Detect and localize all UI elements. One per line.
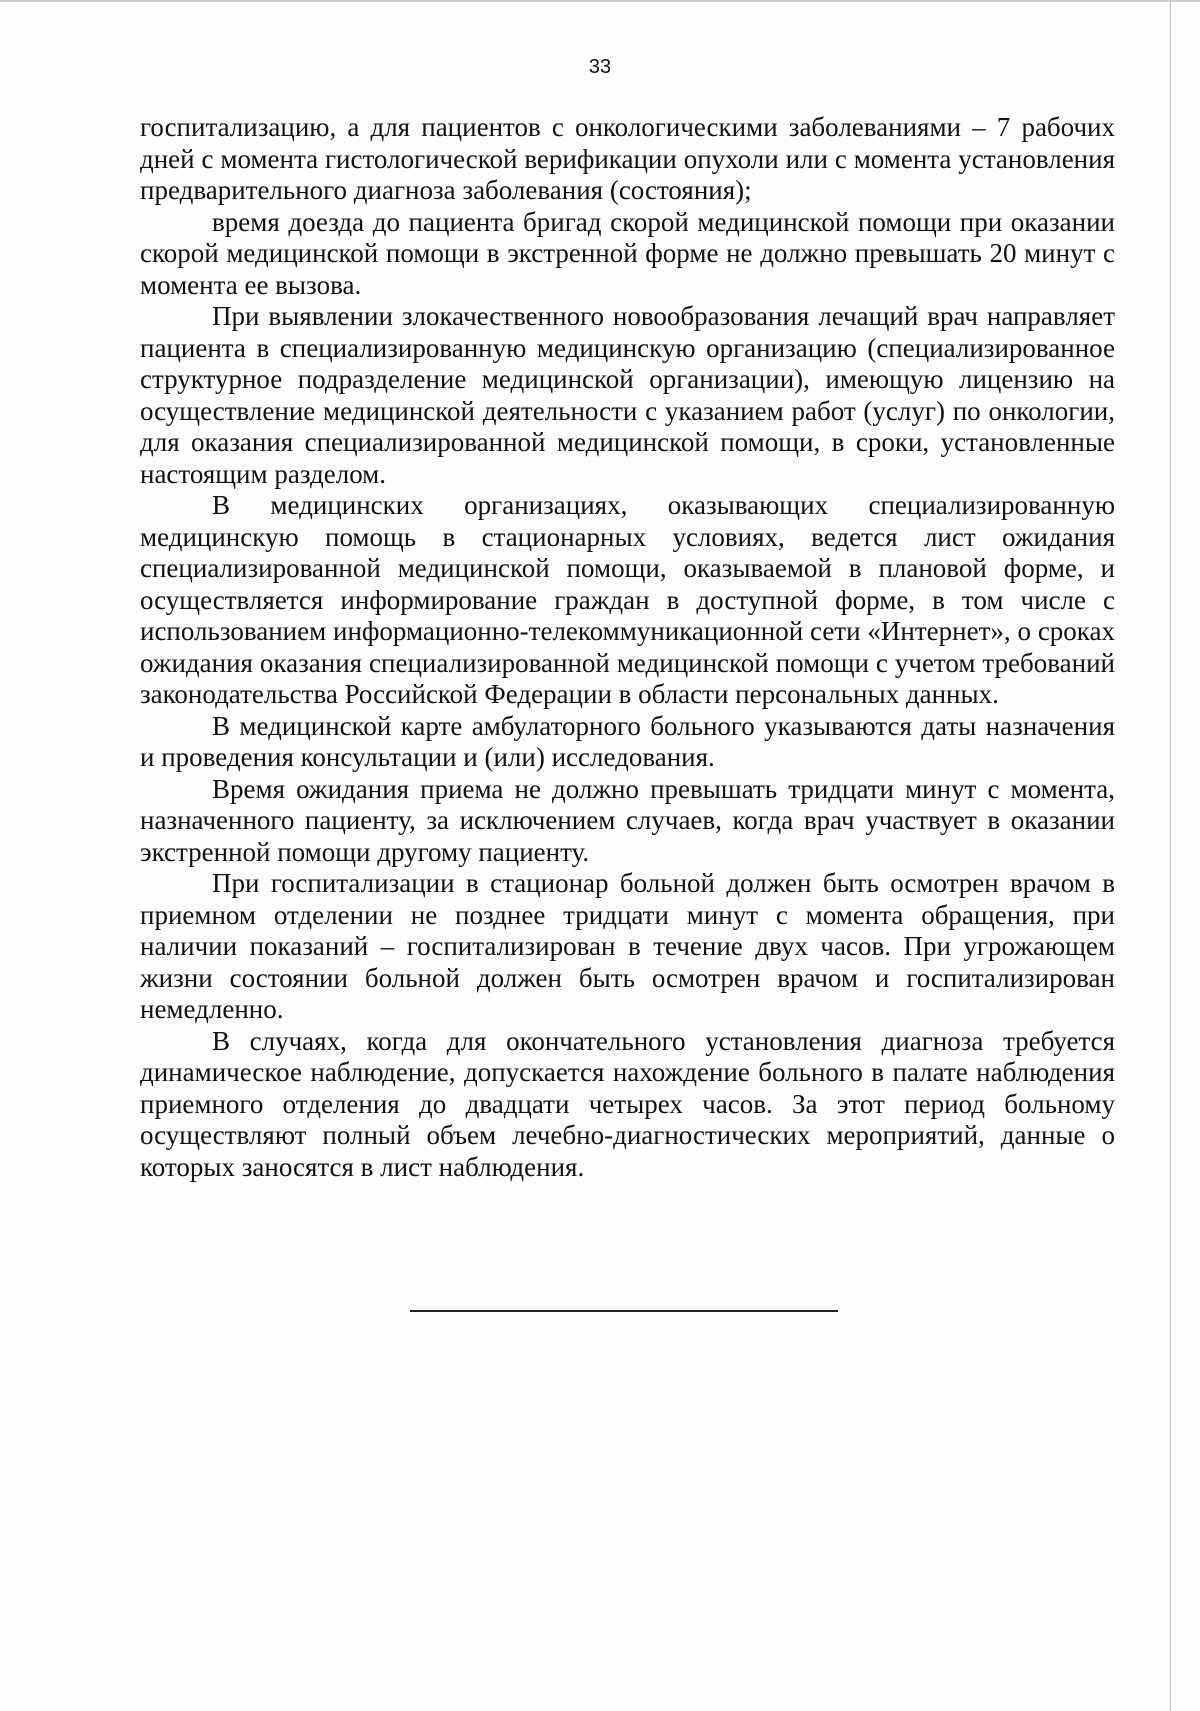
document-body [140, 112, 1115, 1183]
end-of-section-rule [410, 1310, 838, 1312]
paragraph-ambulance-arrival: время доезда до пациента бригад скорой медицинской помощи при оказании скорой медицинской помощи в экстренной форме не должно превышать 20 минут с момента ее вызова. [140, 206, 1115, 300]
scan-edge-right [1170, 0, 1171, 1711]
paragraph-hospitalization: При госпитализации в стационар больной должен быть осмотрен врачом в приемном отделении не позднее тридцати минут с момента обращения, при наличии показаний – госпитализирован в течение двух часов. При угрожающем жизни состоянии больной должен быть осмотрен врачом и госпитализирован немедленно. [140, 868, 1115, 1024]
paragraph-outpatient-card: В медицинской карте амбулаторного больного указываются даты назначения и проведения консультации и (или) исследования. [140, 710, 1115, 772]
paragraph-reception-wait: Время ожидания приема не должно превышать тридцати минут с момента, назначенного пациенту, за исключением случаев, когда врач участвует в оказании экстренной помощи другому пациенту. [140, 773, 1115, 867]
paragraph-observation-ward: В случаях, когда для окончательного установления диагноза требуется динамическое наблюдение, допускается нахождение больного в палате наблюдения приемного отделения до двадцати четырех часов. За этот период больному осуществляют полный объем лечебно-диагностических мероприятий, данные о которых заносятся в лист наблюдения. [140, 1025, 1115, 1182]
scan-edge-top [0, 0, 1200, 2]
paragraph-oncology-referral: При выявлении злокачественного новообразования лечащий врач направляет пациента в специализированную медицинскую организацию (специализированное структурное подразделение медицинской организации), имеющую лицензию на осуществление медицинской деятельности с указанием работ (услуг) по онкологии, для оказания специализированной медицинской помощи, в сроки, установленные настоящим разделом. [140, 301, 1115, 489]
page-number: 33 [588, 56, 612, 78]
paragraph-continuation: госпитализацию, а для пациентов с онкологическими заболеваниями – 7 рабочих дней с момента гистологической верификации опухоли или с момента установления предварительного диагноза заболевания (состояния); [140, 112, 1115, 205]
paragraph-waiting-list: В медицинских организациях, оказывающих специализированную медицинскую помощь в стационарных условиях, ведется лист ожидания специализированной медицинской помощи, оказываемой в плановой форме, и осуществляется информирование граждан в доступной форме, в том числе с использованием информационно-телекоммуникационной сети «Интернет», о сроках ожидания оказания специализированной медицинской помощи с учетом требований законодательства Российской Федерации в области персональных данных. [140, 490, 1115, 709]
